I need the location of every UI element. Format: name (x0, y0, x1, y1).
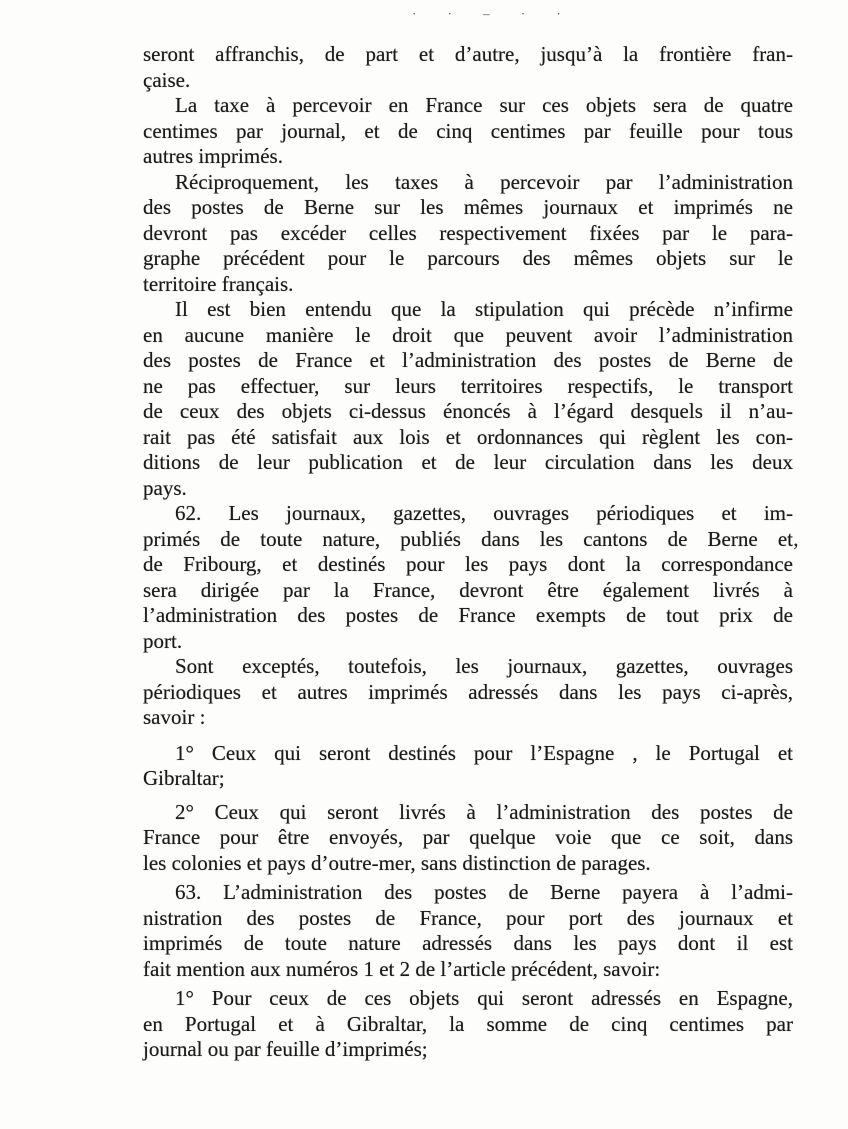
text-line: çaise. (143, 67, 191, 92)
paragraph-item-1-espagne (143, 741, 793, 792)
text-line: des postes de France et l’administration des postes de Berne de (143, 348, 793, 372)
cropped-header-artifact: · · – · · (412, 6, 575, 21)
text-line: les colonies et pays d’outre-mer, sans distinction de parages. (143, 850, 651, 875)
text-line: de ceux des objets ci-dessus énoncés à l’égard desquels il n’au- (143, 399, 793, 423)
text-line: seront affranchis, de part et d’autre, jusqu’à la frontière fran- (143, 42, 793, 66)
text-block (143, 42, 793, 1063)
text-line: primés de toute nature, publiés dans les cantons de Berne et (143, 526, 793, 551)
paragraph-stipulation-droit (143, 297, 793, 501)
text-line: France pour être envoyés, par quelque voie que ce soit, dans (143, 825, 793, 849)
text-line: centimes par journal, et de cinq centimes par feuille pour tous (143, 118, 793, 143)
text-line: imprimés de toute nature adressés dans les pays dont il est (143, 931, 793, 955)
text-line: en Portugal et à Gibraltar, la somme de cinq centimes par (143, 1011, 793, 1036)
text-line: fait mention aux numéros 1 et 2 de l’article précédent, savoir: (143, 956, 661, 981)
text-line: ne pas effectuer, sur leurs territoires respectifs, le transport (143, 373, 793, 398)
paragraph-article-62 (143, 501, 793, 654)
text-line: 62. Les journaux, gazettes, ouvrages périodiques et im- (175, 501, 793, 525)
text-line: en aucune manière le droit que peuvent avoir l’administration (143, 322, 793, 347)
text-line: pays. (143, 475, 187, 500)
text-line: des postes de Berne sur les mêmes journaux et imprimés ne (143, 195, 793, 219)
text-line: périodiques et autres imprimés adressés dans les pays ci-après, (143, 679, 793, 704)
paragraph-item-2-colonies (143, 800, 793, 877)
text-line: territoire français. (143, 271, 294, 296)
text-line: port. (143, 628, 183, 653)
margin-stray-mark: ’ (792, 538, 800, 563)
paragraph-article-63 (143, 880, 793, 982)
text-line: 2° Ceux qui seront livrés à l’administration des postes de (175, 799, 793, 824)
text-line: de Fribourg, et destinés pour les pays dont la correspondance (143, 552, 793, 576)
text-line: journal ou par feuille d’imprimés; (143, 1037, 428, 1061)
text-line: La taxe à percevoir en France sur ces objets sera de quatre (175, 93, 793, 117)
paragraph-exceptions (143, 654, 793, 731)
text-line: Sont exceptés, toutefois, les journaux, gazettes, ouvrages (175, 654, 793, 678)
text-line: ditions de leur publication et de leur circulation dans les deux (143, 450, 793, 474)
text-line: l’administration des postes de France exempts de tout prix de (143, 603, 793, 627)
text-line: autres imprimés. (143, 144, 283, 168)
text-line: sera dirigée par la France, devront être également livrés à (143, 577, 793, 602)
text-line: devront pas excéder celles respectivement fixées par le para- (143, 220, 793, 245)
text-line: savoir : (143, 705, 206, 729)
text-line: graphe précédent pour le parcours des mêmes objets sur le (143, 246, 793, 270)
paragraph-taxe-france (143, 93, 793, 170)
text-line: rait pas été satisfait aux lois et ordonnances qui règlent les con- (143, 424, 793, 449)
paragraph-continuation-franchise (143, 42, 793, 93)
text-line: Réciproquement, les taxes à percevoir par l’administration (175, 169, 793, 194)
text-line: Gibraltar; (143, 766, 225, 790)
text-line: Il est bien entendu que la stipulation qui précède n’infirme (175, 297, 793, 321)
text-line: 63. L’administration des postes de Berne payera à l’admi- (175, 880, 793, 904)
text-line: 1° Pour ceux de ces objets qui seront adressés en Espagne, (175, 986, 793, 1010)
text-line: 1° Ceux qui seront destinés pour l’Espagne , le Portugal et (175, 740, 793, 765)
text-line: nistration des postes de France, pour port des journaux et (143, 905, 793, 930)
paragraph-item-1-port-espagne (143, 986, 793, 1063)
paragraph-reciproquement-berne (143, 170, 793, 298)
